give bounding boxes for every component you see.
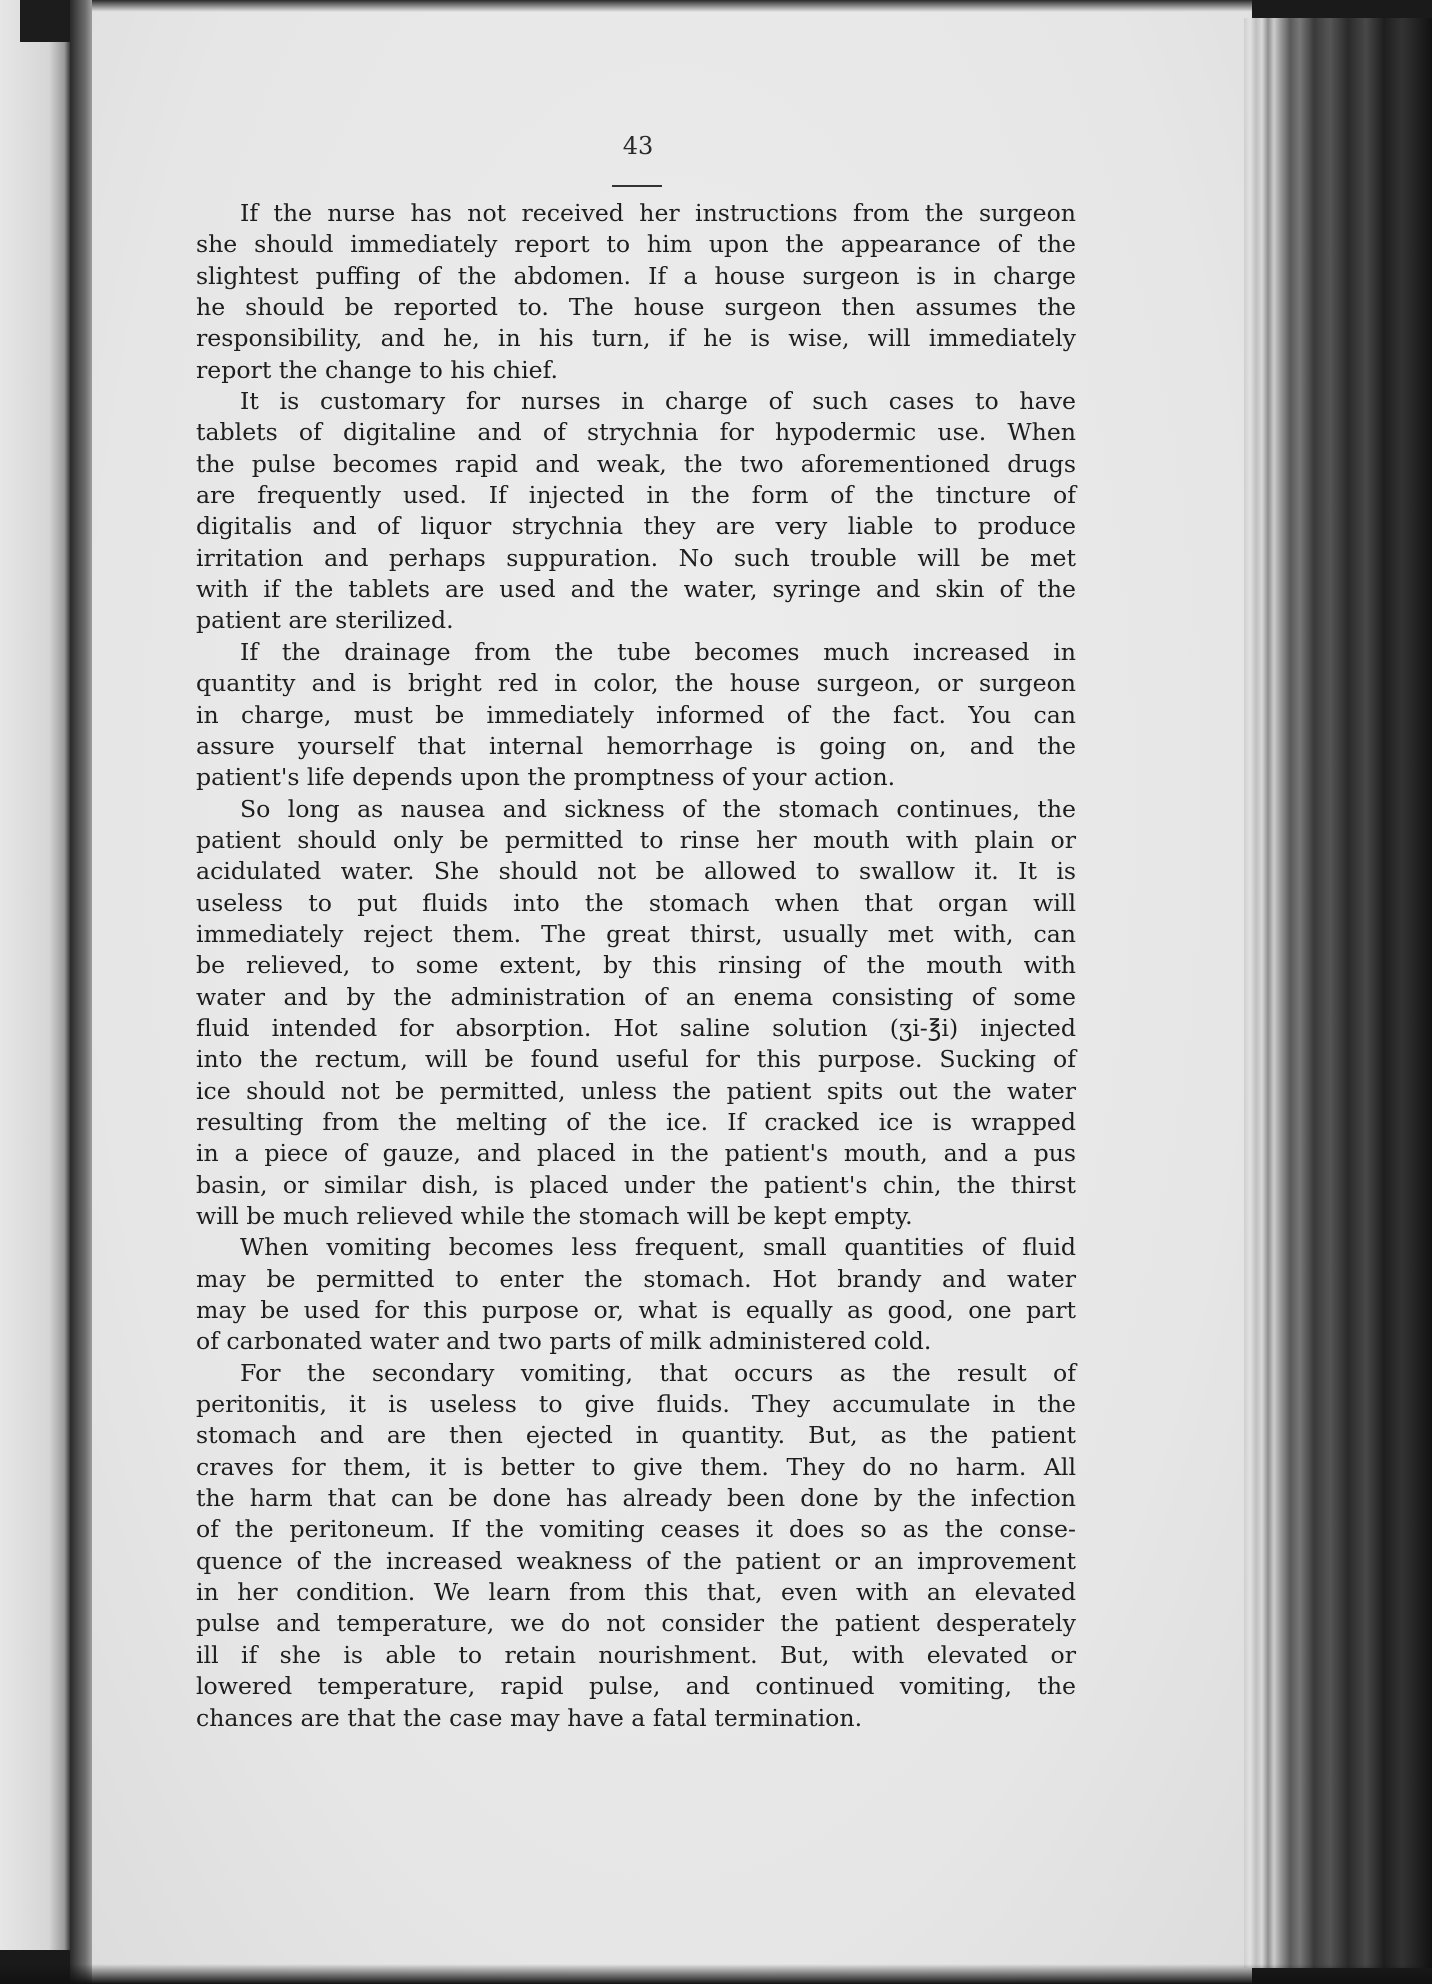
- text-line: If the drainage from the tube becomes much increased in: [240, 637, 1076, 666]
- header-rule: [612, 185, 662, 187]
- text-line: may be permitted to enter the stomach. Hot brandy and water: [196, 1264, 1076, 1293]
- paragraph: [196, 1358, 1076, 1734]
- page-stack-edges: [1244, 18, 1432, 1968]
- text-line: stomach and are then ejected in quantity. But, as the patient: [196, 1421, 1076, 1450]
- text-line: ice should not be permitted, unless the patient spits out the water: [196, 1076, 1076, 1105]
- text-line: the pulse becomes rapid and weak, the two aforementioned drugs: [196, 449, 1076, 478]
- text-line: responsibility, and he, in his turn, if he is wise, will immediately: [196, 324, 1076, 353]
- text-line: slightest puffing of the abdomen. If a house surgeon is in charge: [196, 261, 1076, 290]
- text-line: be relieved, to some extent, by this rinsing of the mouth with: [196, 951, 1076, 980]
- text-line: craves for them, it is better to give them. They do no harm. All: [196, 1452, 1076, 1481]
- page-top-shadow: [92, 0, 1252, 12]
- text-line: lowered temperature, rapid pulse, and continued vomiting, the: [196, 1672, 1076, 1701]
- text-line: she should immediately report to him upon the appearance of the: [196, 230, 1076, 259]
- text-line: he should be reported to. The house surgeon then assumes the: [196, 293, 1076, 322]
- text-line: irritation and perhaps suppuration. No such trouble will be met: [196, 543, 1076, 572]
- text-line: of carbonated water and two parts of milk administered cold.: [196, 1327, 932, 1356]
- text-line: If the nurse has not received her instructions from the surgeon: [240, 199, 1076, 227]
- text-line: with if the tablets are used and the water, syringe and skin of the: [196, 575, 1076, 604]
- text-line: peritonitis, it is useless to give fluids. They accumulate in the: [196, 1390, 1076, 1419]
- paragraph: [196, 637, 1076, 794]
- text-line: water and by the administration of an enema consisting of some: [196, 982, 1076, 1011]
- paragraph: [196, 794, 1076, 1233]
- paragraph: [196, 198, 1076, 386]
- text-line: in a piece of gauze, and placed in the patient's mouth, and a pus: [196, 1139, 1076, 1168]
- paragraph: [196, 386, 1076, 637]
- text-line: the harm that can be done has already been done by the infection: [196, 1484, 1076, 1513]
- text-line: basin, or similar dish, is placed under the patient's chin, the thirst: [196, 1170, 1076, 1199]
- text-line: will be much relieved while the stomach will be kept empty.: [196, 1202, 913, 1230]
- text-line: into the rectum, will be found useful for this purpose. Sucking of: [196, 1045, 1076, 1074]
- text-line: For the secondary vomiting, that occurs as the result of: [240, 1358, 1076, 1387]
- text-line: in charge, must be immediately informed of the fact. You can: [196, 700, 1076, 729]
- text-line: quence of the increased weakness of the patient or an improvement: [196, 1546, 1076, 1575]
- text-line: quantity and is bright red in color, the house surgeon, or surgeon: [196, 669, 1076, 698]
- text-line: useless to put fluids into the stomach when that organ will: [196, 888, 1076, 917]
- paragraph: [196, 1232, 1076, 1357]
- text-line: immediately reject them. The great thirst, usually met with, can: [196, 919, 1076, 948]
- bottom-shadow: [0, 1964, 1432, 1984]
- text-line: may be used for this purpose or, what is equally as good, one part: [196, 1296, 1076, 1325]
- text-line: patient's life depends upon the promptness of your action.: [196, 763, 896, 792]
- text-line: in her condition. We learn from this that, even with an elevated: [196, 1578, 1076, 1607]
- text-line: So long as nausea and sickness of the stomach continues, the: [240, 794, 1076, 823]
- text-line: tablets of digitaline and of strychnia for hypodermic use. When: [196, 418, 1076, 447]
- text-line: patient should only be permitted to rinse her mouth with plain or: [196, 825, 1076, 854]
- text-line: fluid intended for absorption. Hot saline solution (ʒi-℥i) injected: [196, 1013, 1076, 1042]
- text-line: pulse and temperature, we do not consider the patient desperately: [196, 1609, 1076, 1638]
- text-line: When vomiting becomes less frequent, small quantities of fluid: [240, 1233, 1076, 1262]
- text-line: digitalis and of liquor strychnia they are very liable to produce: [196, 512, 1076, 541]
- text-line: It is customary for nurses in charge of such cases to have: [240, 387, 1076, 416]
- text-line: chances are that the case may have a fatal termination.: [196, 1703, 863, 1732]
- text-line: of the peritoneum. If the vomiting ceases it does so as the conse-: [196, 1515, 1076, 1544]
- page-number: 43: [622, 132, 654, 160]
- text-line: are frequently used. If injected in the form of the tincture of: [196, 481, 1076, 510]
- body-text: [196, 198, 1076, 1734]
- text-line: resulting from the melting of the ice. If cracked ice is wrapped: [196, 1107, 1076, 1136]
- text-line: acidulated water. She should not be allowed to swallow it. It is: [196, 857, 1076, 886]
- text-line: assure yourself that internal hemorrhage is going on, and the: [196, 731, 1076, 760]
- text-line: report the change to his chief.: [196, 355, 559, 384]
- text-line: ill if she is able to retain nourishment. But, with elevated or: [196, 1640, 1076, 1669]
- facing-page-edge: [0, 0, 70, 1950]
- text-line: patient are sterilized.: [196, 606, 454, 635]
